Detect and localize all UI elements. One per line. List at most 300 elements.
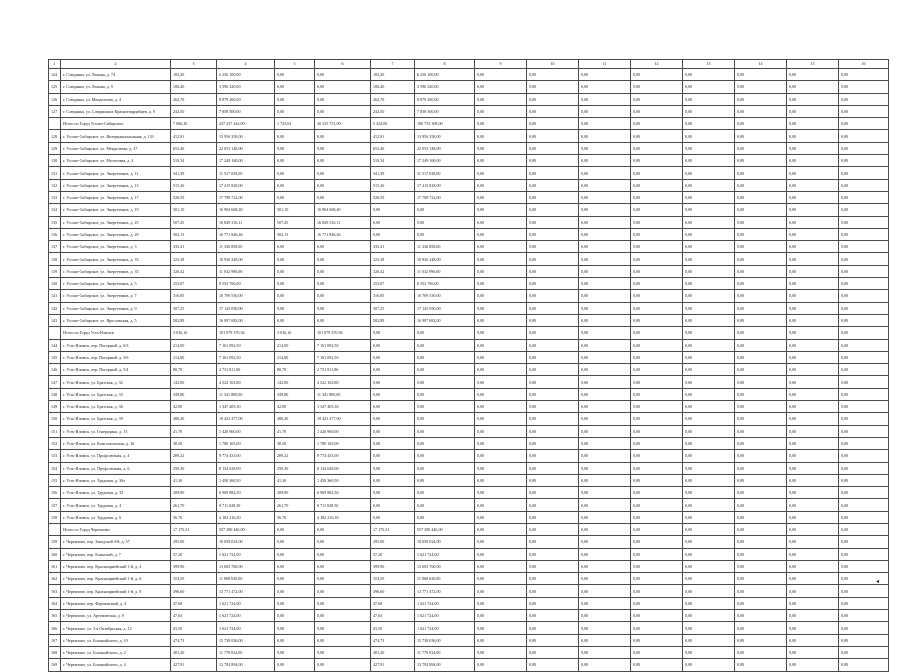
value-cell: 0,00 [735, 228, 787, 240]
address-cell: г. Усолье-Сибирское, ул. Энергетиков, д. 13 [61, 179, 171, 191]
value-cell: 0,00 [735, 548, 787, 560]
value-cell: 0,00 [579, 659, 631, 671]
value-cell: 57,20 [171, 548, 217, 560]
value-cell: 0,00 [315, 597, 371, 609]
value-cell: 0,00 [527, 155, 579, 167]
value-cell: 652,46 [171, 142, 217, 154]
value-cell: 0,00 [527, 351, 579, 363]
value-cell: 80,70 [275, 364, 315, 376]
address-cell: г. Черемхово, ул. 3-я Октябрьская, д. 12 [61, 622, 171, 634]
value-cell: 0,00 [631, 81, 683, 93]
value-cell: 1 420 960,00 [217, 425, 275, 437]
row-number-cell [49, 118, 61, 130]
value-cell: 0,00 [683, 413, 735, 425]
value-cell: 0,00 [475, 376, 527, 388]
value-cell: 0,00 [839, 462, 889, 474]
value-cell: 0,00 [475, 646, 527, 658]
value-cell: 41,30 [171, 474, 217, 486]
value-cell: 0,00 [475, 278, 527, 290]
value-cell: 0,00 [735, 536, 787, 548]
value-cell: 0,00 [579, 105, 631, 117]
value-cell: 0,00 [579, 81, 631, 93]
column-header: 3 [171, 60, 217, 69]
row-number-cell: 147 [49, 376, 61, 388]
value-cell: 232,50 [171, 105, 217, 117]
address-cell: г. Усолье-Сибирское, ул. Энергетиков, д. 7 [61, 290, 171, 302]
table-row [49, 610, 889, 622]
table-row [49, 659, 889, 671]
row-number-cell: 157 [49, 499, 61, 511]
value-cell: 11 341 880,00 [315, 388, 371, 400]
value-cell: 0,00 [579, 179, 631, 191]
value-cell: 0,00 [735, 142, 787, 154]
address-cell: г. Усолье-Сибирское, ул. Энергетиков, д. 19 [61, 204, 171, 216]
value-cell: 0,00 [735, 646, 787, 658]
row-number-cell: 130 [49, 155, 61, 167]
value-cell: 0,00 [683, 585, 735, 597]
value-cell: 0,00 [683, 401, 735, 413]
value-cell: 0,00 [315, 81, 371, 93]
value-cell: 557 280 446,00 [415, 523, 475, 535]
table-row [49, 401, 889, 413]
value-cell: 0,00 [787, 536, 839, 548]
column-header: 2 [61, 60, 171, 69]
value-cell: 0,00 [475, 610, 527, 622]
address-cell: г. Черемхово, ул. Болыкайского, д. 4 [61, 659, 171, 671]
value-cell: 335,41 [171, 241, 217, 253]
row-number-cell: 167 [49, 634, 61, 646]
value-cell: 0,00 [787, 610, 839, 622]
value-cell: 0,00 [683, 450, 735, 462]
value-cell: 0,00 [631, 425, 683, 437]
value-cell: 0,00 [631, 560, 683, 572]
value-cell: 0,00 [527, 610, 579, 622]
value-cell: 427,91 [171, 659, 217, 671]
address-cell: г. Черемхово, пер. Клинский, д. 7 [61, 548, 171, 560]
value-cell: 17 415 828,00 [415, 179, 475, 191]
value-cell: 0,00 [839, 560, 889, 572]
value-cell: 0,00 [839, 388, 889, 400]
value-cell: 0,00 [787, 314, 839, 326]
address-cell: г. Усолье-Сибирское, ул. Энергетиков, д. 3 [61, 241, 171, 253]
row-number-cell: 145 [49, 351, 61, 363]
value-cell: 0,00 [527, 314, 579, 326]
table-row [49, 69, 889, 81]
value-cell: 0,00 [787, 327, 839, 339]
value-cell: 250,30 [171, 462, 217, 474]
value-cell: 0,00 [631, 179, 683, 191]
value-cell: 0,00 [371, 351, 415, 363]
value-cell: 101 079 370,36 [217, 327, 275, 339]
value-cell: 0,00 [315, 278, 371, 290]
address-cell: Итого по Город Черемхово: [61, 523, 171, 535]
value-cell: 0,00 [683, 253, 735, 265]
value-cell: 6 969 882,50 [217, 487, 275, 499]
value-cell: 261,70 [171, 499, 217, 511]
value-cell: 0,00 [275, 548, 315, 560]
address-cell: г. Усть-Илимск, пер. Погорный, д. 5/6 [61, 351, 171, 363]
value-cell: 8 134 628,00 [217, 462, 275, 474]
value-cell: 0,00 [527, 265, 579, 277]
value-cell: 0,00 [475, 204, 527, 216]
value-cell: 0,00 [579, 302, 631, 314]
address-cell: г. Черемхово, ул. Артемовская, д. 9 [61, 610, 171, 622]
value-cell: 0,00 [579, 536, 631, 548]
value-cell: 262,70 [171, 93, 217, 105]
value-cell: 0,00 [683, 204, 735, 216]
value-cell: 1 723,63 [275, 118, 315, 130]
value-cell: 0,00 [315, 523, 371, 535]
value-cell: 0,00 [579, 585, 631, 597]
value-cell: 106,40 [371, 81, 415, 93]
value-cell: 0,00 [631, 622, 683, 634]
value-cell: 0,00 [579, 499, 631, 511]
value-cell: 0,00 [527, 573, 579, 585]
value-cell: 0,00 [839, 634, 889, 646]
row-number-cell: 128 [49, 130, 61, 142]
value-cell: 0,00 [683, 487, 735, 499]
table-row [49, 93, 889, 105]
value-cell: 481,30 [371, 646, 415, 658]
value-cell: 47,60 [371, 597, 415, 609]
address-cell: г. Усть-Илимск, ул. Профсоюзная, д. 4 [61, 450, 171, 462]
value-cell: 0,00 [631, 351, 683, 363]
row-number-cell: 127 [49, 105, 61, 117]
value-cell: 0,00 [839, 351, 889, 363]
value-cell: 0,00 [315, 142, 371, 154]
value-cell: 0,00 [371, 487, 415, 499]
value-cell: 0,00 [787, 388, 839, 400]
table-row [49, 376, 889, 388]
value-cell: 0,00 [839, 155, 889, 167]
value-cell: 232,50 [371, 105, 415, 117]
value-cell: 507,45 [171, 216, 217, 228]
value-cell: 56,70 [275, 511, 315, 523]
row-number-cell: 152 [49, 437, 61, 449]
value-cell: 10 709 530,00 [415, 290, 475, 302]
table-body [49, 60, 889, 672]
value-cell: 0,00 [475, 462, 527, 474]
value-cell: 0,00 [527, 191, 579, 203]
value-cell: 0,00 [735, 253, 787, 265]
address-cell: г. Усть-Илимск, пер. Погорный, д. 6/3 [61, 339, 171, 351]
address-cell: г. Черемхово, ул. Болыкайского, д. 10 [61, 634, 171, 646]
row-number-cell: 129 [49, 142, 61, 154]
address-cell: г. Черемхово, пер. Красноармейский 1-й, д. 6 [61, 573, 171, 585]
table-row [49, 228, 889, 240]
value-cell: 0,00 [683, 659, 735, 671]
value-cell: 0,00 [735, 474, 787, 486]
register-table [48, 59, 889, 672]
value-cell: 0,00 [415, 462, 475, 474]
value-cell: 0,00 [735, 597, 787, 609]
value-cell: 0,00 [839, 204, 889, 216]
value-cell: 0,00 [527, 511, 579, 523]
value-cell: 13 794 894,00 [217, 659, 275, 671]
row-number-cell: 138 [49, 253, 61, 265]
value-cell: 0,00 [735, 191, 787, 203]
value-cell: 0,00 [315, 179, 371, 191]
value-cell: 0,00 [475, 622, 527, 634]
value-cell: 0,00 [787, 118, 839, 130]
value-cell: 6 969 882,50 [315, 487, 371, 499]
value-cell: 0,00 [839, 69, 889, 81]
value-cell: 11 336 858,00 [415, 241, 475, 253]
value-cell: 353,50 [171, 573, 217, 585]
value-cell: 0,00 [579, 364, 631, 376]
value-cell: 15 738 036,00 [415, 634, 475, 646]
value-cell: 0,00 [527, 69, 579, 81]
value-cell: 0,00 [683, 376, 735, 388]
value-cell: 0,00 [787, 167, 839, 179]
value-cell: 4 182 216,30 [315, 511, 371, 523]
value-cell: 0,00 [371, 364, 415, 376]
value-cell: 0,00 [579, 401, 631, 413]
value-cell: 0,00 [475, 351, 527, 363]
value-cell: 1 621 724,00 [415, 548, 475, 560]
value-cell: 0,00 [527, 118, 579, 130]
value-cell: 0,00 [475, 548, 527, 560]
table-row [49, 511, 889, 523]
value-cell: 0,00 [315, 290, 371, 302]
value-cell: 0,00 [475, 634, 527, 646]
value-cell: 0,00 [631, 69, 683, 81]
value-cell: 3 016,16 [171, 327, 217, 339]
value-cell: 0,00 [735, 130, 787, 142]
value-cell: 0,00 [735, 462, 787, 474]
value-cell: 11 032 996,00 [415, 265, 475, 277]
value-cell: 9 774 433,00 [217, 450, 275, 462]
value-cell: 339,80 [275, 388, 315, 400]
column-header: 8 [415, 60, 475, 69]
value-cell: 0,00 [787, 523, 839, 535]
value-cell: 0,00 [275, 622, 315, 634]
address-cell: г. Усть-Илимск, ул. Трудовая, д. 30а [61, 474, 171, 486]
value-cell: 0,00 [631, 290, 683, 302]
value-cell: 341,39 [171, 167, 217, 179]
value-cell: 0,00 [683, 425, 735, 437]
value-cell: 515,26 [371, 179, 415, 191]
table-row [49, 216, 889, 228]
row-number-cell: 133 [49, 191, 61, 203]
value-cell: 7 161 092,50 [315, 351, 371, 363]
value-cell: 0,00 [579, 327, 631, 339]
value-cell: 0,00 [839, 327, 889, 339]
value-cell: 0,00 [415, 474, 475, 486]
value-cell: 0,00 [683, 105, 735, 117]
value-cell: 0,00 [839, 437, 889, 449]
value-cell: 0,00 [275, 241, 315, 253]
value-cell: 0,00 [527, 290, 579, 302]
row-number-cell: 142 [49, 302, 61, 314]
row-number-cell: 126 [49, 93, 61, 105]
value-cell: 0,00 [839, 450, 889, 462]
value-cell: 0,00 [735, 523, 787, 535]
value-cell: 0,00 [839, 253, 889, 265]
value-cell: 0,00 [527, 437, 579, 449]
value-cell: 0,00 [683, 155, 735, 167]
table-row [49, 290, 889, 302]
value-cell: 0,00 [683, 511, 735, 523]
value-cell: 0,00 [787, 93, 839, 105]
value-cell: 16 771 846,46 [217, 228, 275, 240]
value-cell: 0,00 [683, 462, 735, 474]
value-cell: 0,00 [735, 204, 787, 216]
column-header: 9 [475, 60, 527, 69]
value-cell: 0,00 [475, 130, 527, 142]
row-number-cell: 146 [49, 364, 61, 376]
value-cell: 8 711 028,50 [217, 499, 275, 511]
value-cell: 0,00 [475, 536, 527, 548]
table-row [49, 573, 889, 585]
value-cell: 0,00 [787, 364, 839, 376]
table-row [49, 179, 889, 191]
value-cell: 209,90 [275, 487, 315, 499]
value-cell: 0,00 [275, 536, 315, 548]
value-cell: 0,00 [527, 253, 579, 265]
column-header: 15 [787, 60, 839, 69]
value-cell: 0,00 [839, 511, 889, 523]
value-cell: 0,00 [275, 314, 315, 326]
value-cell: 0,00 [475, 327, 527, 339]
value-cell: 0,00 [527, 142, 579, 154]
value-cell: 0,00 [371, 228, 415, 240]
value-cell: 13 605 760,00 [217, 560, 275, 572]
row-number-cell: 148 [49, 388, 61, 400]
value-cell: 10 930 248,00 [415, 253, 475, 265]
value-cell: 0,00 [839, 130, 889, 142]
value-cell: 0,00 [683, 302, 735, 314]
value-cell: 0,00 [631, 511, 683, 523]
value-cell: 526,59 [171, 191, 217, 203]
value-cell: 19 423 477,00 [315, 413, 371, 425]
value-cell: 8 553 766,00 [415, 278, 475, 290]
value-cell: 341,39 [371, 167, 415, 179]
value-cell: 7 006,20 [171, 118, 217, 130]
value-cell: 0,00 [275, 573, 315, 585]
value-cell: 289,22 [171, 450, 217, 462]
value-cell: 0,00 [735, 573, 787, 585]
column-header: 1 [49, 60, 61, 69]
value-cell: 41,30 [275, 474, 315, 486]
value-cell: 42,00 [171, 401, 217, 413]
value-cell: 1 621 724,00 [217, 622, 275, 634]
value-cell: 13 956 358,00 [415, 130, 475, 142]
value-cell: 0,00 [787, 437, 839, 449]
value-cell: 399,96 [371, 560, 415, 572]
table-row [49, 241, 889, 253]
table-row [49, 302, 889, 314]
value-cell: 0,00 [371, 339, 415, 351]
address-cell: г. Усолье-Сибирское, ул. Энергетиков, д. 11 [61, 167, 171, 179]
value-cell: 4 522 163,80 [217, 376, 275, 388]
value-cell: 0,00 [579, 462, 631, 474]
value-cell: 502,89 [371, 314, 415, 326]
value-cell: 0,00 [683, 228, 735, 240]
value-cell: 6 256 100,00 [415, 69, 475, 81]
value-cell: 0,00 [475, 437, 527, 449]
value-cell: 0,00 [787, 228, 839, 240]
value-cell: 0,00 [579, 290, 631, 302]
value-cell: 0,00 [371, 388, 415, 400]
value-cell: 0,00 [631, 155, 683, 167]
table-row [49, 278, 889, 290]
value-cell: 253,07 [371, 278, 415, 290]
value-cell: 0,00 [683, 474, 735, 486]
value-cell: 0,00 [579, 265, 631, 277]
value-cell: 0,00 [527, 487, 579, 499]
value-cell: 142,06 [275, 376, 315, 388]
value-cell: 237 237 242,00 [217, 118, 275, 130]
value-cell: 0,00 [787, 646, 839, 658]
address-cell: г. Слюдянка, ул. Слюдянских Красногвардейцев, д. 9 [61, 105, 171, 117]
value-cell: 42,00 [275, 401, 315, 413]
table-row [49, 130, 889, 142]
value-cell: 0,00 [579, 69, 631, 81]
value-cell: 0,00 [579, 413, 631, 425]
value-cell: 1 450 360,50 [217, 474, 275, 486]
value-cell: 0,00 [631, 536, 683, 548]
value-cell: 0,00 [787, 462, 839, 474]
value-cell: 0,00 [839, 216, 889, 228]
value-cell: 0,00 [839, 585, 889, 597]
value-cell: 0,00 [315, 155, 371, 167]
address-cell: г. Усть-Илимск, пер. Погорный, д. 5/4 [61, 364, 171, 376]
value-cell: 0,00 [631, 634, 683, 646]
value-cell: 0,00 [475, 241, 527, 253]
value-cell: 0,00 [579, 130, 631, 142]
table-row [49, 548, 889, 560]
value-cell: 0,00 [683, 93, 735, 105]
value-cell: 0,00 [415, 401, 475, 413]
row-number-cell: 160 [49, 548, 61, 560]
value-cell: 0,00 [315, 93, 371, 105]
value-cell: 0,00 [527, 413, 579, 425]
value-cell: 480,20 [275, 413, 315, 425]
value-cell: 0,00 [275, 610, 315, 622]
value-cell: 0,00 [787, 573, 839, 585]
value-cell: 0,00 [275, 302, 315, 314]
value-cell: 0,00 [475, 413, 527, 425]
value-cell: 0,00 [415, 487, 475, 499]
value-cell: 0,00 [527, 339, 579, 351]
value-cell: 0,00 [787, 339, 839, 351]
value-cell: 396,60 [371, 585, 415, 597]
value-cell: 0,00 [735, 69, 787, 81]
value-cell: 0,00 [631, 241, 683, 253]
subtotal-row [49, 523, 889, 535]
column-header: 14 [735, 60, 787, 69]
value-cell: 0,00 [371, 376, 415, 388]
value-cell: 9 774 433,00 [315, 450, 371, 462]
value-cell: 0,00 [735, 499, 787, 511]
value-cell: 0,00 [475, 167, 527, 179]
value-cell: 0,00 [787, 179, 839, 191]
table-row [49, 339, 889, 351]
value-cell: 0,00 [475, 290, 527, 302]
value-cell: 0,00 [527, 425, 579, 437]
value-cell: 0,00 [631, 327, 683, 339]
value-cell: 0,00 [275, 155, 315, 167]
value-cell: 0,00 [787, 69, 839, 81]
address-cell: г. Усолье-Сибирское, ул. Энергетиков, д. 25 [61, 216, 171, 228]
value-cell: 0,00 [787, 105, 839, 117]
value-cell: 11 868 630,00 [415, 573, 475, 585]
value-cell: 0,00 [475, 314, 527, 326]
value-cell: 7 161 092,50 [315, 339, 371, 351]
value-cell: 43,50 [371, 622, 415, 634]
table-row [49, 560, 889, 572]
